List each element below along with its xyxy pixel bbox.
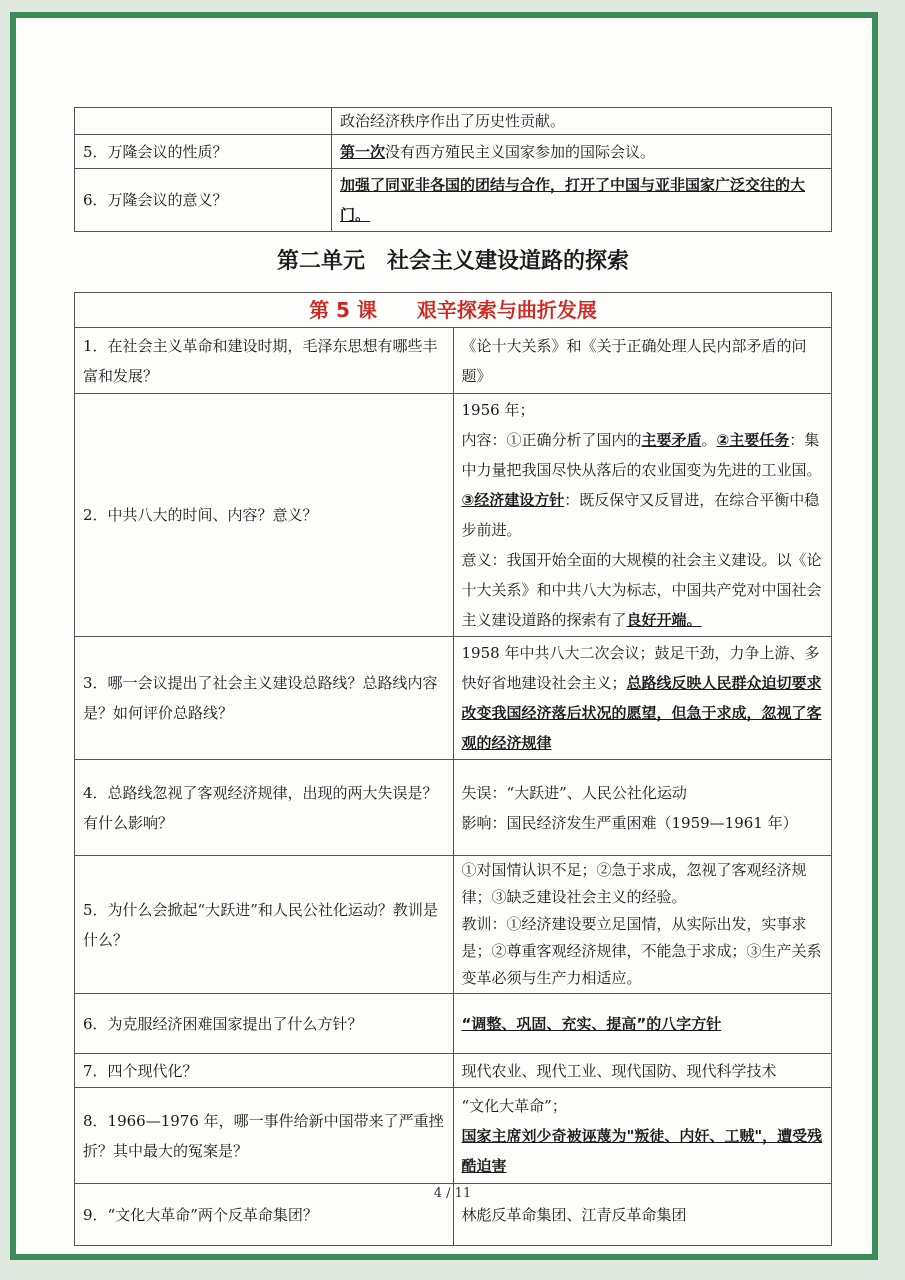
answer-paragraph: ①对国情认识不足；②急于求成，忽视了客观经济规律；③缺乏建设社会主义的经验。: [461, 861, 807, 906]
answer-paragraph: [462, 545, 824, 635]
answer-text: 1958 年中共八大二次会议；鼓足干劲，力争上游、多快好省地建设社会主义；: [461, 644, 820, 692]
key-term: ②主要任务: [716, 431, 790, 449]
table-row: [75, 1054, 832, 1088]
answer-cell: [453, 1088, 832, 1184]
answer-text: 没有西方殖民主义国家参加的国际会议。: [385, 142, 656, 161]
table-row: [75, 994, 832, 1054]
answer-cell: [453, 856, 832, 994]
question-cell: 8．1966—1976 年，哪一事件给新中国带来了严重挫折？其中最大的冤案是？: [75, 1088, 454, 1184]
answer-cell: [332, 135, 832, 169]
answer-cell: 林彪反革命集团、江青反革命集团: [453, 1184, 832, 1246]
key-term: 良好开端。: [626, 611, 702, 629]
answer-cell: [453, 394, 832, 637]
question-cell: 3．哪一会议提出了社会主义建设总路线？总路线内容是？如何评价总路线？: [75, 637, 454, 760]
question-cell: 9．“文化大革命”两个反革命集团？: [75, 1184, 454, 1246]
question-cell: 1．在社会主义革命和建设时期，毛泽东思想有哪些丰富和发展？: [75, 328, 454, 394]
answer-text: ：既反保守又反冒进，在综合平衡中稳步前进。: [461, 491, 820, 539]
question-cell: 5．为什么会掀起“大跃进”和人民公社化运动？教训是什么？: [75, 856, 454, 994]
answer-cell: [453, 994, 832, 1054]
answer-line: [462, 1121, 824, 1181]
answer-text: ：集中力量把我国尽快从落后的农业国变为先进的工业国。: [461, 431, 822, 479]
answer-line: 失误：“大跃进”、人民公社化运动: [461, 783, 687, 802]
table-row: [75, 856, 832, 994]
table-row: [75, 108, 832, 135]
question-cell: 2．中共八大的时间、内容？意义？: [75, 394, 454, 637]
table-row: [75, 135, 832, 169]
key-term: “调整、巩固、充实、提高”的八字方针: [461, 1014, 722, 1033]
answer-cell: 《论十大关系》和《关于正确处理人民内部矛盾的问题》: [453, 328, 832, 394]
question-cell: 6．万隆会议的意义？: [75, 169, 332, 232]
answer-cell: [453, 637, 832, 760]
question-cell: [75, 108, 332, 135]
table-row: [75, 169, 832, 232]
bold-answer-text: 加强了同亚非各国的团结与合作，打开了中国与亚非国家广泛交往的大门。: [340, 176, 806, 224]
answer-paragraph: 教训：①经济建设要立足国情，从实际出发，实事求是；②尊重客观经济规律，不能急于求成；③生产关系变革必须与生产力相适应。: [461, 915, 822, 987]
answer-cell: 现代农业、现代工业、现代国防、现代科学技术: [453, 1054, 832, 1088]
key-term: ③经济建设方针: [461, 491, 565, 509]
lesson-table: [74, 292, 832, 1246]
answer-line: 影响：国民经济发生严重困难（1959—1961 年）: [461, 813, 798, 832]
lesson-title-row: [75, 293, 832, 328]
table-row: [75, 1088, 832, 1184]
answer-paragraph: [462, 425, 824, 545]
key-term: 主要矛盾: [641, 431, 702, 449]
question-cell: 6．为克服经济困难国家提出了什么方针？: [75, 994, 454, 1054]
question-cell: 4．总路线忽视了客观经济规律，出现的两大失误是？有什么影响？: [75, 760, 454, 856]
key-term: 总路线反映人民群众迫切要求改变我国经济落后状况的愿望，但急于求成，忽视了客观的经济规律: [461, 674, 822, 752]
previous-lesson-table: [74, 107, 832, 232]
lesson-title: 第 5 课 艰辛探索与曲折发展: [75, 293, 832, 328]
table-row: [75, 760, 832, 856]
page-number: 4 / 11: [433, 1186, 472, 1201]
answer-cell: [453, 760, 832, 856]
table-row: [75, 394, 832, 637]
table-row: [75, 637, 832, 760]
answer-cell: [332, 169, 832, 232]
table-row: [75, 328, 832, 394]
key-term: 国家主席刘少奇被诬蔑为"叛徒、内奸、工贼"，遭受残酷迫害: [461, 1126, 823, 1175]
answer-text: 内容：①正确分析了国内的: [461, 431, 642, 449]
answer-text: 。: [701, 431, 717, 449]
unit-title: 第二单元 社会主义建设道路的探索: [276, 249, 629, 274]
answer-cell: 政治经济秩序作出了历史性贡献。: [332, 108, 832, 135]
answer-text: 意义：我国开始全面的大规模的社会主义建设。以《论十大关系》和中共八大为标志，中国共产党对中国社会主义建设道路的探索有了: [461, 551, 822, 629]
question-cell: 7．四个现代化？: [75, 1054, 454, 1088]
answer-line: 1956 年；: [461, 401, 535, 419]
bold-answer-text: 第一次: [340, 142, 386, 161]
question-cell: 5．万隆会议的性质？: [75, 135, 332, 169]
answer-line: “文化大革命”；: [461, 1096, 567, 1115]
